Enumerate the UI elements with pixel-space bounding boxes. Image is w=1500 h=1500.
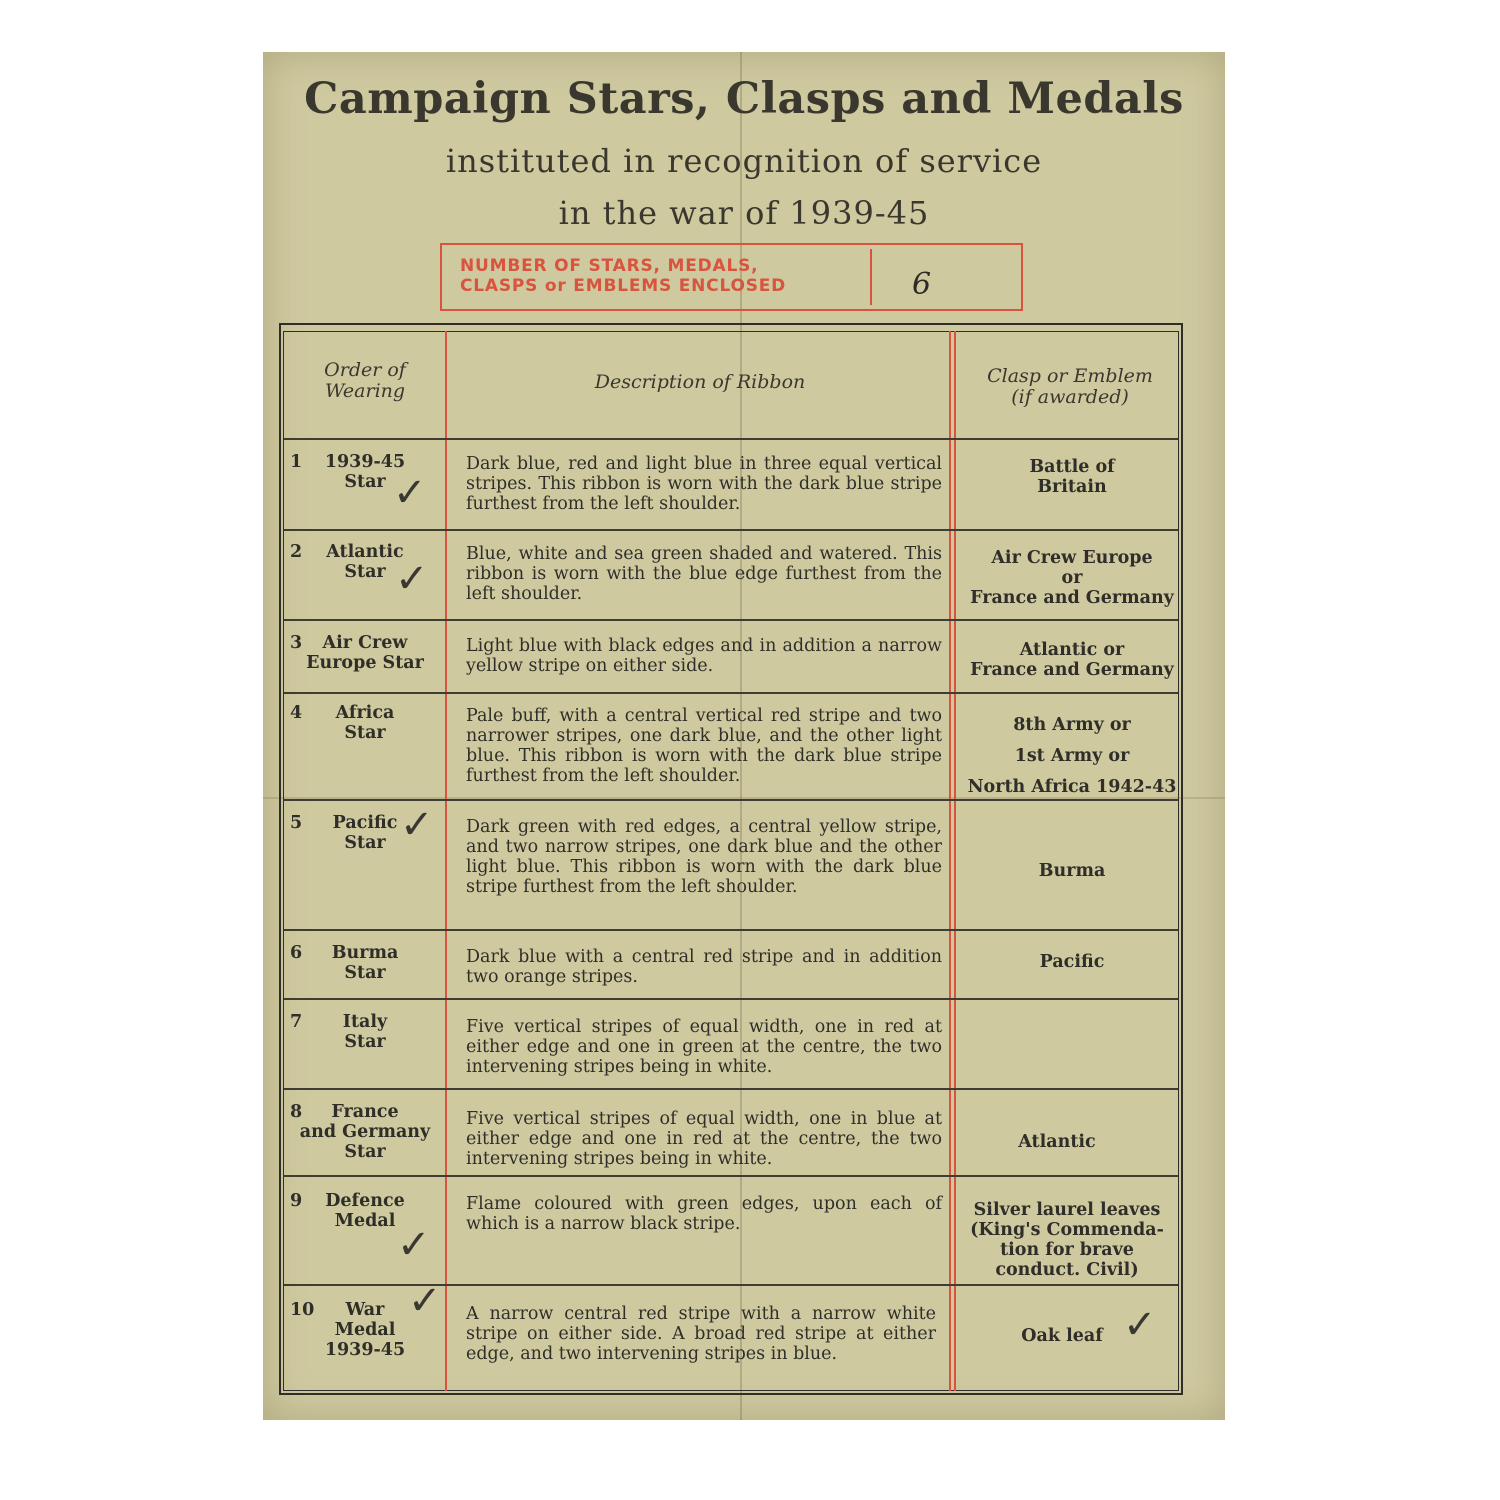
row-10-name-line1: War (345, 1300, 385, 1320)
row-10-name-line2: Medal (334, 1320, 396, 1340)
row-1-clasp-line2: Britain (1037, 477, 1107, 497)
enclosed-count-box (440, 243, 1023, 311)
row-2-clasp-line1: Air Crew Europe (991, 548, 1153, 568)
row-3-order (290, 633, 440, 673)
enclosed-count-handwritten: 6 (912, 267, 932, 302)
row-5-number: 5 (290, 813, 303, 833)
row-3-clasp-line2: France and Germany (970, 660, 1174, 680)
enclosed-label-line2: CLASPS or EMBLEMS ENCLOSED (460, 276, 787, 296)
header-order-line1: Order of (324, 359, 406, 381)
row-6-name-line2: Star (344, 963, 386, 983)
row-4-description: Pale buff, with a central vertical red stripe and two narrower stripes, one dark blue, and the other light blue. This ribbon is worn with the dark blue stripe furthest from the left shoulder. (466, 706, 942, 786)
row-9-description: Flame coloured with green edges, upon each of which is a narrow black stripe. (466, 1194, 942, 1234)
enclosed-label (460, 256, 870, 296)
row-4-clasp-line2: 1st Army or (1014, 746, 1130, 766)
row-10-clasp-line1: Oak leaf (1021, 1326, 1103, 1346)
row-1-number: 1 (290, 452, 303, 472)
header-description: Description of Ribbon (594, 371, 806, 393)
row-8-clasp (945, 1132, 1169, 1152)
enclosed-label-line1: NUMBER OF STARS, MEDALS, (460, 256, 759, 276)
row-6-number: 6 (290, 943, 303, 963)
row-2-clasp-line3: France and Germany (970, 588, 1174, 608)
document-subtitle-line1: instituted in recognition of service (445, 142, 1043, 180)
row-3-clasp-line1: Atlantic or (1019, 640, 1125, 660)
row-7-number: 7 (290, 1012, 303, 1032)
row-divider (284, 998, 1178, 1000)
row-divider (284, 1175, 1178, 1177)
row-5-name-line2: Star (344, 833, 386, 853)
row-divider (284, 1088, 1178, 1090)
row-1-description: Dark blue, red and light blue in three equal vertical stripes. This ribbon is worn with the dark blue stripe furthest from the left shoulder. (466, 454, 942, 514)
row-4-name-line2: Star (344, 723, 386, 743)
row-9-clasp (955, 1200, 1179, 1280)
header-clasp-line1: Clasp or Emblem (987, 365, 1153, 387)
row-6-clasp-line1: Pacific (1039, 952, 1105, 972)
row-9-name-line2: Medal (334, 1211, 396, 1231)
row-10-description: A narrow central red stripe with a narrow white stripe on either side. A broad red stripe at either edge, and two intervening stripes in blue. (466, 1304, 936, 1364)
row-7-description: Five vertical stripes of equal width, one in red at either edge and one in green at the centre, the two intervening stripes being in white. (466, 1017, 942, 1077)
row-2-description: Blue, white and sea green shaded and watered. This ribbon is worn with the blue edge furthest from the left shoulder. (466, 544, 942, 604)
row-divider (284, 438, 1178, 440)
row-10-name-line3: 1939-45 (324, 1340, 406, 1360)
row-4-clasp-line1: 8th Army or (1013, 715, 1131, 735)
tick-mark-icon: ✓ (393, 470, 427, 516)
row-8-description: Five vertical stripes of equal width, one in blue at either edge and one in red at the centre, the two intervening stripes being in white. (466, 1109, 942, 1169)
row-8-number: 8 (290, 1102, 303, 1122)
row-7-name-line2: Star (344, 1032, 386, 1052)
row-4-order (290, 703, 440, 743)
row-8-clasp-line1: Atlantic (1018, 1132, 1096, 1152)
enclosed-box-divider (870, 249, 872, 305)
row-1-clasp (960, 457, 1184, 497)
row-8-order (290, 1102, 440, 1162)
row-3-description: Light blue with black edges and in addition a narrow yellow stripe on either side. (466, 636, 942, 676)
row-8-name-line1: France (331, 1102, 399, 1122)
row-6-name-line1: Burma (331, 943, 399, 963)
row-3-clasp (960, 640, 1184, 680)
row-5-clasp (960, 861, 1184, 881)
row-3-name-line2: Europe Star (306, 653, 424, 673)
row-7-name-line1: Italy (342, 1012, 388, 1032)
row-divider (284, 929, 1178, 931)
row-9-clasp-line2: (King's Commenda- (970, 1220, 1164, 1240)
row-2-name-line1: Atlantic (326, 542, 404, 562)
header-clasp-or-emblem (960, 366, 1180, 408)
tick-mark-icon: ✓ (397, 1222, 431, 1268)
tick-mark-icon: ✓ (408, 1278, 442, 1324)
row-5-name-line1: Pacific (332, 813, 398, 833)
row-9-name-line1: Defence (325, 1191, 405, 1211)
row-6-clasp (960, 952, 1184, 972)
row-10-number: 10 (290, 1300, 315, 1320)
row-8-name-line2: and Germany (299, 1122, 431, 1142)
document-subtitle-line2: in the war of 1939-45 (558, 194, 930, 232)
row-2-name-line2: Star (344, 562, 386, 582)
column-rule-left (445, 331, 447, 1391)
row-2-clasp-line2: or (1061, 568, 1083, 588)
header-order-of-wearing (290, 360, 440, 402)
row-3-name-line1: Air Crew (322, 633, 408, 653)
row-9-clasp-line4: conduct. Civil) (995, 1260, 1139, 1280)
tick-mark-icon: ✓ (1123, 1302, 1157, 1348)
row-6-order (290, 943, 440, 983)
row-8-name-line3: Star (344, 1142, 386, 1162)
row-divider (284, 692, 1178, 694)
row-5-clasp-line1: Burma (1038, 861, 1106, 881)
row-2-number: 2 (290, 542, 303, 562)
row-4-name-line1: Africa (335, 703, 395, 723)
row-4-clasp (960, 710, 1184, 803)
row-6-description: Dark blue with a central red stripe and in addition two orange stripes. (466, 947, 942, 987)
row-1-name-line2: Star (344, 472, 386, 492)
row-9-clasp-line1: Silver laurel leaves (973, 1200, 1161, 1220)
row-divider (284, 529, 1178, 531)
row-9-number: 9 (290, 1191, 303, 1211)
column-rule-right-a (949, 331, 951, 1391)
row-7-order (290, 1012, 440, 1052)
row-4-clasp-line3: North Africa 1942-43 (967, 777, 1177, 797)
row-1-name-line1: 1939-45 (324, 452, 406, 472)
header-clasp-line2: (if awarded) (1011, 386, 1129, 408)
row-divider (284, 619, 1178, 621)
tick-mark-icon: ✓ (395, 556, 429, 602)
row-5-description: Dark green with red edges, a central yellow stripe, and two narrow stripes, one dark blue and the other light blue. This ribbon is worn with the dark blue stripe furthest from the left shoulder. (466, 817, 942, 897)
row-4-number: 4 (290, 703, 303, 723)
document-title: Campaign Stars, Clasps and Medals (304, 74, 1184, 124)
row-3-number: 3 (290, 633, 303, 653)
tick-mark-icon: ✓ (400, 802, 434, 848)
row-9-clasp-line3: tion for brave (1000, 1240, 1134, 1260)
row-1-clasp-line1: Battle of (1029, 457, 1115, 477)
header-order-line2: Wearing (324, 380, 406, 402)
row-2-clasp (960, 548, 1184, 608)
